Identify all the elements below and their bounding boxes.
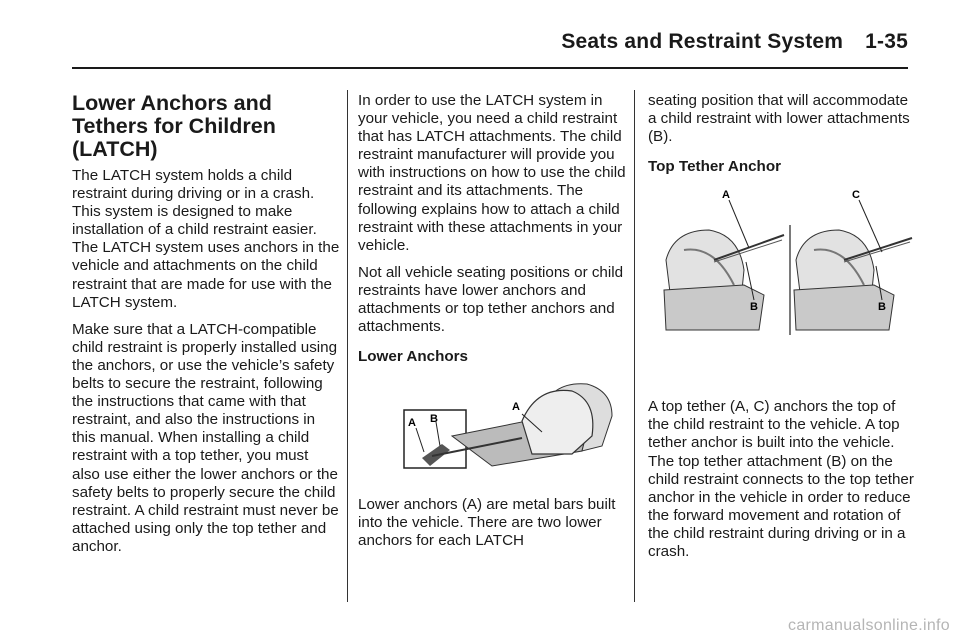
child-seat-shell: [522, 391, 593, 455]
paragraph: In order to use the LATCH system in your vehicle, you need a child restraint that has LATCH attachments. The child restraint manufacturer will provide you with instructions on how to use the child restraint and its attachments. The following explains how to attach a child restraint with these attachments in your vehicle.: [358, 92, 626, 254]
paragraph: seating position that will accommodate a child restraint with lower attachments (B).: [648, 92, 910, 146]
section-heading: Lower Anchors and Tethers for Children (LATCH): [72, 91, 276, 161]
page-header: [0, 30, 908, 54]
header-rule: [72, 67, 908, 69]
paragraph: Lower anchors (A) are metal bars built into the vehicle. There are two lower anchors for each LATCH: [358, 496, 616, 550]
lower-anchors-illustration: [402, 376, 622, 486]
column-3: [648, 92, 916, 570]
page-number: 1-35: [865, 30, 908, 53]
label-a: A: [722, 190, 730, 202]
column-1: [72, 92, 340, 565]
paragraph: The LATCH system holds a child restraint during driving or in a crash. This system is designed to make installation of a child restraint easier. The LATCH system uses anchors in the vehicle and attachments on the child restraint that are made for use with the LATCH system.: [72, 167, 340, 311]
label-a-seat: A: [512, 401, 520, 414]
column-divider: [347, 90, 348, 602]
paragraph: Not all vehicle seating positions or child restraints have lower anchors and attachments or top tether anchors and attachments.: [358, 263, 624, 336]
label-b-right: B: [878, 301, 886, 314]
paragraph: A top tether (A, C) anchors the top of the child restraint to the vehicle. A top tether anchor is built into the vehicle. The top tether attachment (B) on the child restraint connects to the top tether anchor in the vehicle in order to reduce the forward movement and rotation of the child restraint during driving or in a crash.: [648, 398, 914, 561]
label-b-left: B: [750, 301, 758, 314]
subheading-top-tether-anchor: Top Tether Anchor: [648, 158, 782, 176]
label-c: C: [852, 190, 860, 202]
column-divider: [634, 90, 635, 602]
top-tether-illustration: [654, 190, 916, 340]
subheading-lower-anchors: Lower Anchors: [358, 348, 468, 366]
label-a-inset: A: [408, 417, 416, 430]
label-b: B: [430, 413, 438, 426]
paragraph: Make sure that a LATCH-compatible child restraint is properly installed using the anchors, or use the vehicle’s safety belts to secure the restraint, following the instructions that came with that restraint, and also the instructions in this manual. When installing a child restraint with a top tether, you must also use either the lower anchors or the safety belts to properly secure the child restraint. A child restraint must never be attached using only the top tether and anchor.: [72, 320, 339, 555]
column-2: [358, 92, 626, 560]
section-title: Seats and Restraint System: [561, 30, 844, 53]
left-seat-cushion: [664, 285, 764, 330]
watermark: carmanualsonline.info: [788, 617, 950, 634]
